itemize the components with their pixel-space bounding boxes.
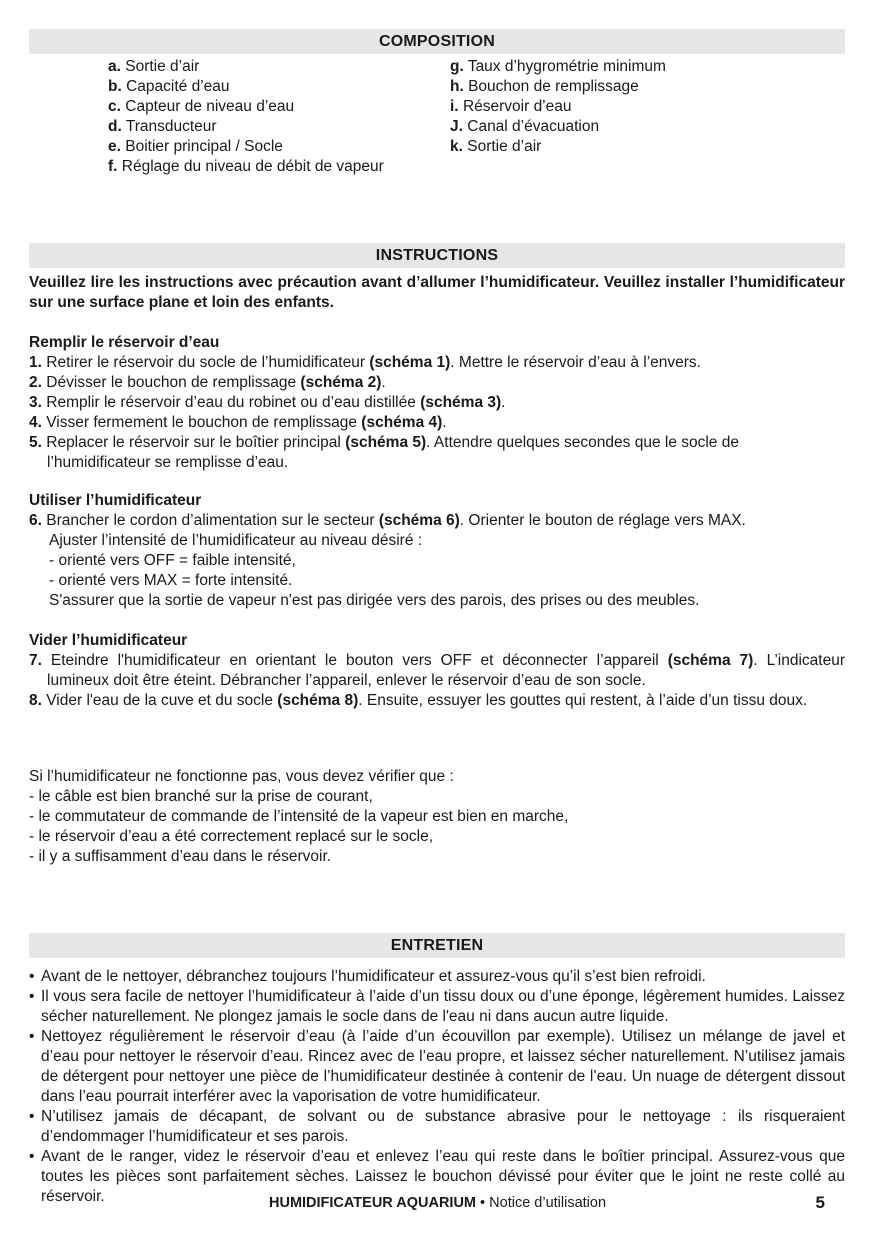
instructions-heading: INSTRUCTIONS bbox=[29, 243, 845, 268]
composition-item: a. Sortie d’air bbox=[108, 58, 200, 75]
composition-item: e. Boitier principal / Socle bbox=[108, 138, 283, 155]
maintenance-item: • Avant de le nettoyer, débranchez toujours l’humidificateur et assurez-vous qu’il s’est bien refroidi. bbox=[29, 968, 706, 985]
troubleshooting bbox=[29, 767, 845, 867]
troubleshoot-item: - le câble est bien branché sur la prise de courant, bbox=[29, 788, 373, 805]
instructions-intro: Veuillez lire les instructions avec précaution avant d’allumer l’humidificateur. Veuillez installer l’humidificateur sur une surface plane et loin des enfants. bbox=[29, 274, 845, 311]
troubleshoot-item: - le commutateur de commande de l’intensité de la vapeur est bien en marche, bbox=[29, 808, 569, 825]
maintenance-item: • Nettoyez régulièrement le réservoir d’eau (à l’aide d’un écouvillon par exemple). Utilisez un mélange de javel et d’eau pour nettoyer le réservoir d’eau. Rincez avec de l’eau propre, et laissez sécher naturellement. N’utilisez jamais de détergent pour nettoyer une pièce de l’humidificateur destinée à contenir de l’eau. Un nuage de détergent dissout dans l’eau pourrait interférer avec la vaporisation de votre humidificateur. bbox=[29, 1028, 845, 1105]
composition-item: c. Capteur de niveau d’eau bbox=[108, 98, 295, 115]
maintenance-heading: ENTRETIEN bbox=[29, 933, 845, 958]
footer-title: HUMIDIFICATEUR AQUARIUM • Notice d’utilisation bbox=[269, 1195, 607, 1211]
composition-item: f. Réglage du niveau de débit de vapeur bbox=[108, 158, 384, 175]
fill-step: 4. Visser fermement le bouchon de remplissage (schéma 4). bbox=[29, 414, 447, 431]
composition-list-right bbox=[450, 57, 666, 157]
use-line: S'assurer que la sortie de vapeur n'est pas dirigée vers des parois, des prises ou des meubles. bbox=[49, 592, 700, 609]
composition-list-left bbox=[108, 57, 384, 177]
empty-step: 8. Vider l'eau de la cuve et du socle (schéma 8). Ensuite, essuyer les gouttes qui restent, à l’aide d’un tissu doux. bbox=[29, 692, 808, 709]
fill-step: 1. Retirer le réservoir du socle de l’humidificateur (schéma 1). Mettre le réservoir d’eau à l’envers. bbox=[29, 354, 701, 371]
troubleshoot-item: - il y a suffisamment d’eau dans le réservoir. bbox=[29, 848, 332, 865]
instructions-body bbox=[29, 273, 845, 711]
use-step: 6. Brancher le cordon d’alimentation sur le secteur (schéma 6). Orienter le bouton de réglage vers MAX. bbox=[29, 512, 746, 529]
page-number: 5 bbox=[815, 1193, 825, 1212]
composition-item: h. Bouchon de remplissage bbox=[450, 78, 639, 95]
composition-item: J. Canal d’évacuation bbox=[450, 118, 600, 135]
composition-heading: COMPOSITION bbox=[29, 29, 845, 54]
composition-item: b. Capacité d’eau bbox=[108, 78, 230, 95]
fill-step: 5. Replacer le réservoir sur le boîtier principal (schéma 5). Attendre quelques secondes que le socle de l’humidificateur se remplisse d’eau. bbox=[29, 434, 739, 471]
composition-item: g. Taux d’hygrométrie minimum bbox=[450, 58, 666, 75]
composition-item: d. Transducteur bbox=[108, 118, 217, 135]
maintenance-item: • N’utilisez jamais de décapant, de solvant ou de substance abrasive pour le nettoyage : ils risqueraient d’endommager l’humidificateur et ses parois. bbox=[29, 1108, 845, 1145]
composition-item: k. Sortie d’air bbox=[450, 138, 542, 155]
fill-heading: Remplir le réservoir d’eau bbox=[29, 334, 220, 351]
use-line: - orienté vers OFF = faible intensité, bbox=[49, 552, 296, 569]
maintenance-list bbox=[29, 967, 845, 1207]
maintenance-item: • Avant de le ranger, videz le réservoir d’eau et enlevez l’eau qui reste dans le boîtier principal. Assurez-vous que toutes les pièces sont parfaitement sèches. Laissez le bouchon dévissé pour éviter que le joint ne reste collé au réservoir. bbox=[29, 1148, 845, 1205]
composition-item: i. Réservoir d’eau bbox=[450, 98, 572, 115]
troubleshoot-item: - le réservoir d’eau a été correctement replacé sur le socle, bbox=[29, 828, 434, 845]
maintenance-item: • Il vous sera facile de nettoyer l’humidificateur à l’aide d’un tissu doux ou d’une éponge, légèrement humides. Laissez sécher naturellement. Ne plongez jamais le socle dans de l'eau ni dans aucun autre liquide. bbox=[29, 988, 845, 1025]
use-line: - orienté vers MAX = forte intensité. bbox=[49, 572, 293, 589]
troubleshoot-intro: Si l’humidificateur ne fonctionne pas, vous devez vérifier que : bbox=[29, 768, 454, 785]
fill-step: 3. Remplir le réservoir d’eau du robinet ou d’eau distillée (schéma 3). bbox=[29, 394, 506, 411]
use-line: Ajuster l’intensité de l’humidificateur au niveau désiré : bbox=[49, 532, 423, 549]
fill-step: 2. Dévisser le bouchon de remplissage (schéma 2). bbox=[29, 374, 386, 391]
empty-heading: Vider l’humidificateur bbox=[29, 632, 188, 649]
page-footer bbox=[29, 1195, 845, 1217]
use-heading: Utiliser l’humidificateur bbox=[29, 492, 202, 509]
empty-step: 7. Eteindre l'humidificateur en orientant le bouton vers OFF et déconnecter l’appareil (schéma 7). L’indicateur lumineux doit être éteint. Débrancher l’appareil, enlever le réservoir d’eau de son socle. bbox=[29, 652, 846, 689]
